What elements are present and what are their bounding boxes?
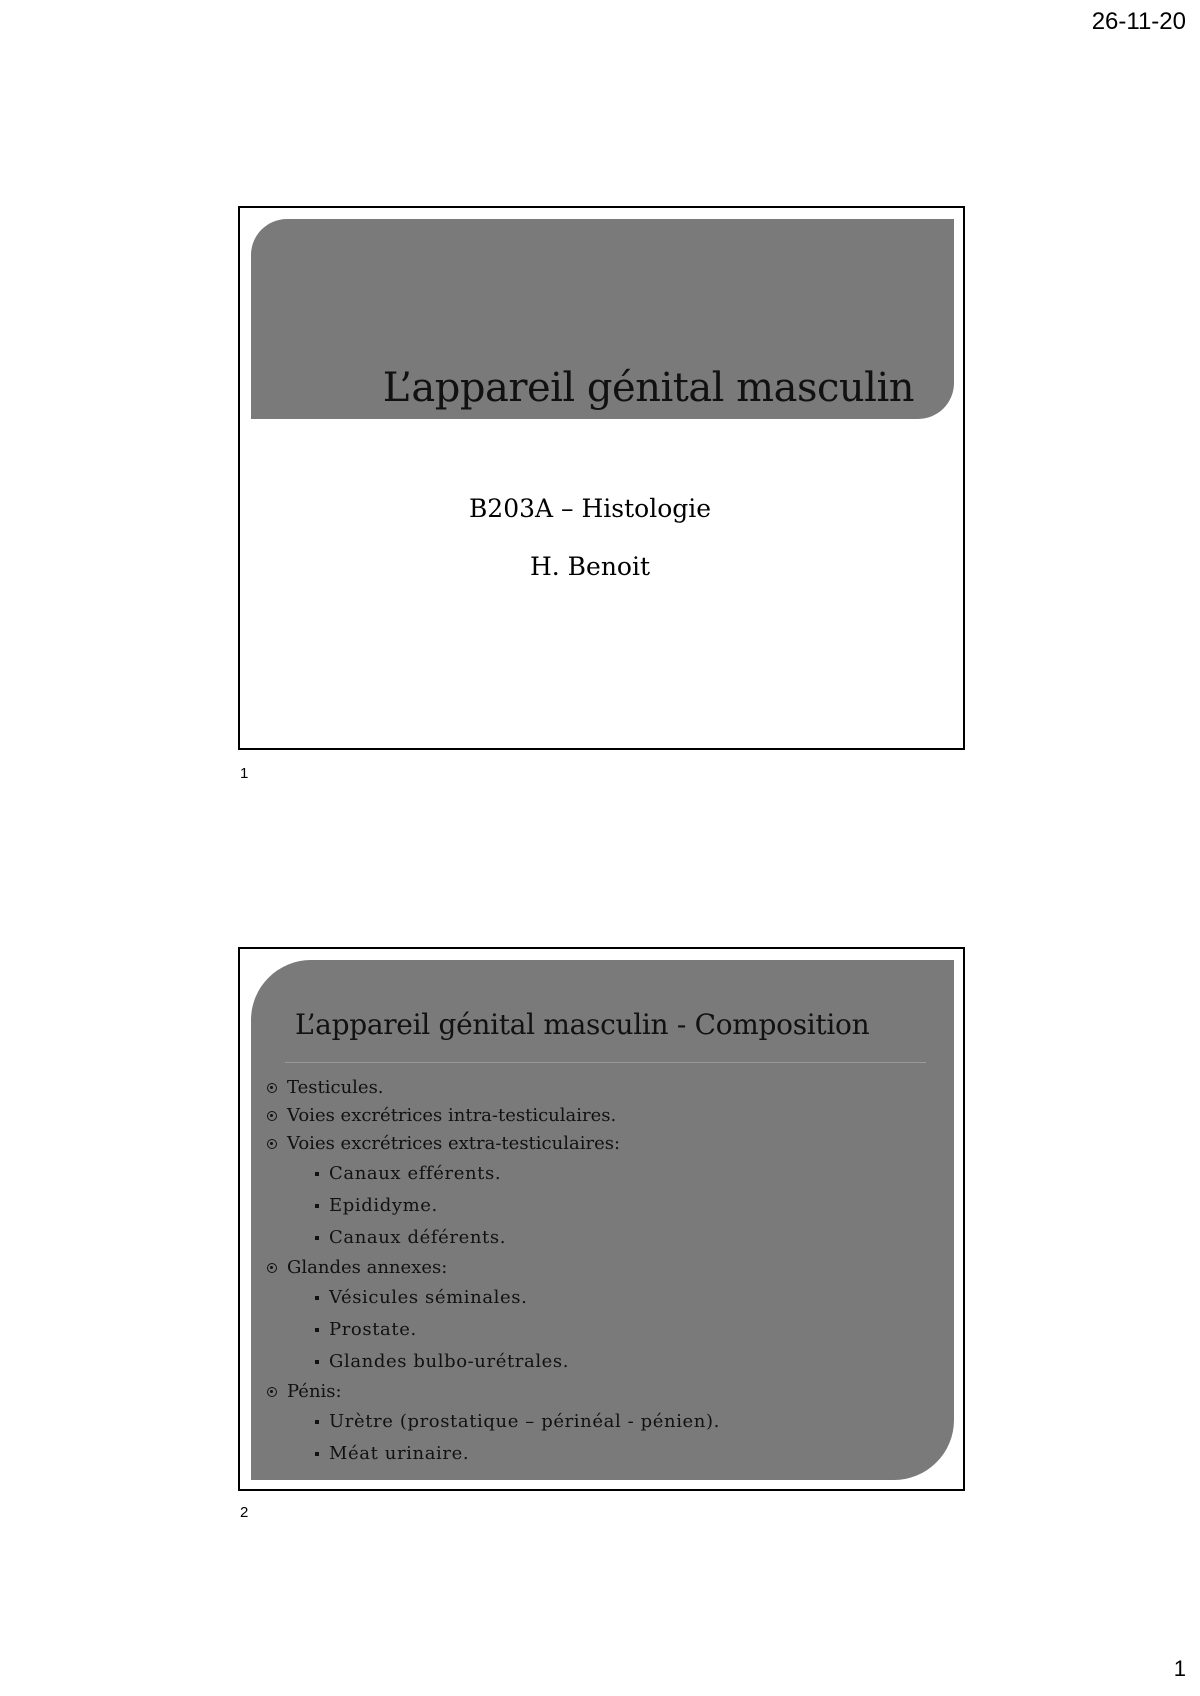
content-band (251, 960, 954, 1480)
list-item-text: Urètre (prostatique – périnéal - pénien). (329, 1411, 720, 1432)
list-item (267, 1074, 927, 1102)
list-item (267, 1406, 927, 1438)
list-item (267, 1130, 927, 1158)
slide-title: L’appareil génital masculin (382, 365, 914, 411)
list-item (267, 1438, 927, 1470)
page-number: 1 (1173, 1656, 1186, 1681)
slide-number: 2 (240, 1504, 249, 1521)
circle-bullet-icon (267, 1387, 277, 1397)
square-bullet-icon (315, 1420, 319, 1424)
square-bullet-icon (315, 1236, 319, 1240)
author-name: H. Benoit (529, 552, 651, 581)
slide-number: 1 (240, 765, 249, 782)
square-bullet-icon (315, 1360, 319, 1364)
print-date: 26-11-20 (1091, 8, 1186, 35)
title-divider (285, 1062, 926, 1063)
list-item-text: Epididyme. (329, 1195, 438, 1216)
slide-title: L’appareil génital masculin - Composition (295, 1008, 870, 1041)
list-item (267, 1314, 927, 1346)
list-item-text: Vésicules séminales. (329, 1287, 528, 1308)
square-bullet-icon (315, 1328, 319, 1332)
list-item (267, 1158, 927, 1190)
circle-bullet-icon (267, 1083, 277, 1093)
bullet-list (267, 1074, 927, 1470)
square-bullet-icon (315, 1296, 319, 1300)
list-item (267, 1190, 927, 1222)
list-item-text: Voies excrétrices extra-testiculaires: (287, 1133, 621, 1154)
square-bullet-icon (315, 1172, 319, 1176)
list-item-text: Voies excrétrices intra-testiculaires. (287, 1105, 617, 1126)
square-bullet-icon (315, 1452, 319, 1456)
list-item-text: Canaux efférents. (329, 1163, 502, 1184)
slide-1 (238, 206, 965, 750)
list-item-text: Méat urinaire. (329, 1443, 470, 1464)
slide-2 (238, 947, 965, 1491)
circle-bullet-icon (267, 1263, 277, 1273)
list-item (267, 1254, 927, 1282)
circle-bullet-icon (267, 1139, 277, 1149)
circle-bullet-icon (267, 1111, 277, 1121)
list-item-text: Testicules. (287, 1077, 384, 1098)
list-item (267, 1222, 927, 1254)
list-item-text: Pénis: (287, 1381, 342, 1402)
list-item (267, 1346, 927, 1378)
list-item-text: Glandes annexes: (287, 1257, 448, 1278)
list-item (267, 1378, 927, 1406)
course-code: B203A – Histologie (468, 494, 712, 523)
list-item (267, 1282, 927, 1314)
list-item-text: Canaux déférents. (329, 1227, 507, 1248)
list-item (267, 1102, 927, 1130)
list-item-text: Glandes bulbo-urétrales. (329, 1351, 570, 1372)
list-item-text: Prostate. (329, 1319, 417, 1340)
square-bullet-icon (315, 1204, 319, 1208)
title-band (251, 219, 954, 419)
